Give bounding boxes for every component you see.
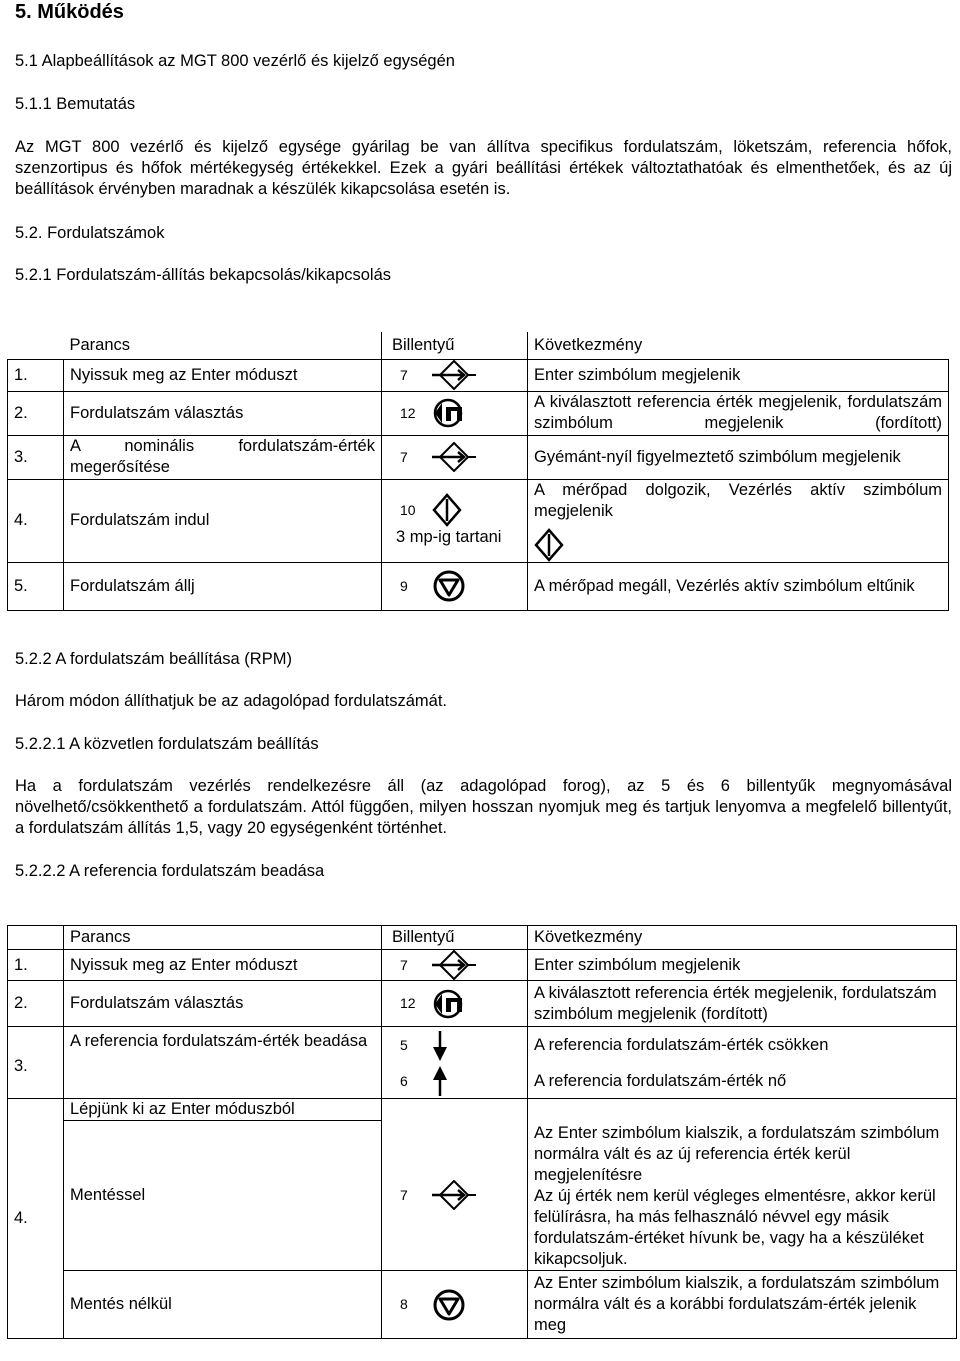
table-row bbox=[8, 479, 949, 562]
table-row bbox=[8, 359, 949, 391]
enter-diamond-icon bbox=[432, 950, 476, 980]
row-command: Fordulatszám indul bbox=[64, 479, 382, 562]
direct-paragraph: Ha a fordulatszám vezérlés rendelkezésre áll (az adagolópad forog), az 5 és 6 billentyűk megnyomásával növelhető/csökkenthető a fordulatszám. Attól függően, milyen hosszan nyomjuk meg és tartjuk lenyomva a megfelelő billentyűt, a fordulatszám állítás 1,5, vagy 20 egységenként történhet. bbox=[15, 777, 952, 837]
table-row bbox=[8, 391, 949, 435]
key-number: 5 bbox=[400, 1037, 408, 1054]
row-result bbox=[528, 1121, 957, 1271]
row-key bbox=[382, 1271, 528, 1339]
row-number: 4. bbox=[8, 479, 64, 562]
row-command: Lépjünk ki az Enter móduszból bbox=[64, 1099, 382, 1121]
key-number: 7 bbox=[400, 956, 408, 973]
key-number: 8 bbox=[400, 1296, 408, 1312]
row-number: 5. bbox=[8, 562, 64, 610]
header-key: Billentyű bbox=[382, 926, 528, 950]
enter-diamond-icon bbox=[432, 442, 476, 472]
row-number: 1. bbox=[8, 950, 64, 981]
heading-5-1-1: 5.1.1 Bemutatás bbox=[15, 95, 136, 113]
rpm-n-icon bbox=[432, 397, 472, 429]
row-command: Nyissuk meg az Enter móduszt bbox=[64, 359, 382, 391]
row-result: A referencia fordulatszám-érték nő bbox=[528, 1065, 957, 1099]
row-result: A kiválasztott referencia érték megjelenik, fordulatszám szimbólum megjelenik (fordított) bbox=[528, 981, 957, 1027]
table-row bbox=[8, 1099, 957, 1121]
table-row bbox=[8, 981, 957, 1027]
table-row bbox=[8, 950, 957, 981]
table-header-row bbox=[8, 332, 949, 359]
key-number: 6 bbox=[400, 1072, 408, 1089]
heading-5-2-2: 5.2.2 A fordulatszám beállítása (RPM) bbox=[15, 650, 292, 668]
table-header-row bbox=[8, 926, 957, 950]
header-command: Parancs bbox=[64, 926, 382, 950]
header-command: Parancs bbox=[64, 332, 382, 359]
row-number: 4. bbox=[8, 1099, 64, 1339]
row-key bbox=[382, 1065, 528, 1099]
arrow-down-icon bbox=[432, 1031, 448, 1061]
heading-5-2: 5.2. Fordulatszámok bbox=[15, 224, 165, 242]
row-result bbox=[528, 479, 949, 562]
heading-5-2-1: 5.2.1 Fordulatszám-állítás bekapcsolás/kikapcsolás bbox=[15, 266, 392, 284]
row-command: Fordulatszám választás bbox=[64, 981, 382, 1027]
row-result: Enter szimbólum megjelenik bbox=[528, 950, 957, 981]
key-number: 7 bbox=[400, 366, 408, 383]
table-rpm-toggle bbox=[7, 332, 949, 611]
row-command: Nyissuk meg az Enter móduszt bbox=[64, 950, 382, 981]
row-key bbox=[382, 981, 528, 1027]
row-command: A referencia fordulatszám-érték beadása bbox=[64, 1027, 382, 1099]
row-key bbox=[382, 1027, 528, 1065]
table-row bbox=[8, 1271, 957, 1339]
three-ways-text: Három módon állíthatjuk be az adagolópad fordulatszámát. bbox=[15, 692, 448, 710]
table-row bbox=[8, 1027, 957, 1065]
key-note: 3 mp-ig tartani bbox=[396, 528, 502, 546]
row-number: 2. bbox=[8, 981, 64, 1027]
row-command: Fordulatszám választás bbox=[64, 391, 382, 435]
arrow-up-icon bbox=[432, 1066, 448, 1096]
stop-circle-icon bbox=[432, 1289, 466, 1321]
row-result: Az Enter szimbólum kialszik, a fordulatszám szimbólum normálra vált és a korábbi fordulatszám-érték jelenik meg bbox=[528, 1271, 957, 1339]
result-text: Az új érték nem kerül végleges elmentésre, akkor kerül felülírásra, ha más felhasználó névvel egy másik fordulatszám-értéket hívunk be, vagy ha a készüléket kikapcsoljuk. bbox=[534, 1186, 936, 1268]
row-result: A mérőpad megáll, Vezérlés aktív szimbólum eltűnik bbox=[528, 562, 949, 610]
row-number: 2. bbox=[8, 391, 64, 435]
intro-paragraph: Az MGT 800 vezérlő és kijelző egysége gyárilag be van állítva specifikus fordulatszám, löketszám, referencia hőfok, szenzortipus és hőfok mértékegység értékekkel. Ezek a gyári beállítási értékek változtathatóak és elmenthetőek, és az új beállítások érvényben maradnak a készülék kikapcsolása esetén is. bbox=[15, 138, 952, 198]
table-row bbox=[8, 562, 949, 610]
row-command: Mentés nélkül bbox=[64, 1271, 382, 1339]
stop-circle-icon bbox=[432, 570, 466, 602]
row-command: Mentéssel bbox=[64, 1121, 382, 1271]
row-result: A referencia fordulatszám-érték csökken bbox=[528, 1027, 957, 1065]
heading-5-2-2-1: 5.2.2.1 A közvetlen fordulatszám beállítás bbox=[15, 735, 319, 753]
start-diamond-icon bbox=[432, 493, 462, 527]
key-number: 12 bbox=[400, 995, 416, 1011]
control-active-diamond-icon bbox=[534, 528, 564, 562]
row-key bbox=[382, 1121, 528, 1271]
header-result: Következmény bbox=[528, 926, 957, 950]
row-key bbox=[382, 359, 528, 391]
heading-5-2-2-2: 5.2.2.2 A referencia fordulatszám beadása bbox=[15, 862, 325, 880]
enter-diamond-icon bbox=[432, 1180, 476, 1210]
header-key: Billentyű bbox=[382, 332, 528, 359]
row-result: Enter szimbólum megjelenik bbox=[528, 359, 949, 391]
key-number: 9 bbox=[400, 577, 408, 594]
table-row bbox=[8, 1121, 957, 1271]
row-key bbox=[382, 562, 528, 610]
enter-diamond-icon bbox=[432, 360, 476, 390]
key-number: 7 bbox=[400, 448, 408, 465]
result-text: Az Enter szimbólum kialszik, a fordulatszám szimbólum normálra vált és az új referencia érték kerül megjelenítésre bbox=[534, 1123, 940, 1184]
row-key bbox=[382, 391, 528, 435]
key-number: 12 bbox=[400, 404, 416, 421]
row-key bbox=[382, 950, 528, 981]
heading-5: 5. Működés bbox=[15, 1, 124, 23]
row-key bbox=[382, 479, 528, 562]
row-number: 3. bbox=[8, 1027, 64, 1099]
rpm-n-icon bbox=[432, 988, 472, 1020]
result-text: A mérőpad dolgozik, Vezérlés aktív szimbólum megjelenik bbox=[534, 480, 942, 520]
row-number: 3. bbox=[8, 435, 64, 479]
key-number: 7 bbox=[400, 1186, 408, 1203]
key-number: 10 bbox=[400, 501, 416, 518]
heading-5-1: 5.1 Alapbeállítások az MGT 800 vezérlő és kijelző egységén bbox=[15, 52, 455, 70]
header-result: Következmény bbox=[528, 332, 949, 359]
row-command: Fordulatszám állj bbox=[64, 562, 382, 610]
table-reference-rpm bbox=[7, 925, 957, 1339]
row-command: A nominális fordulatszám-érték megerősítése bbox=[64, 435, 382, 479]
row-result: Gyémánt-nyíl figyelmeztető szimbólum megjelenik bbox=[528, 435, 949, 479]
table-row bbox=[8, 435, 949, 479]
row-key bbox=[382, 435, 528, 479]
row-number: 1. bbox=[8, 359, 64, 391]
row-result: A kiválasztott referencia érték megjelenik, fordulatszám szimbólum megjelenik (fordított) bbox=[528, 391, 949, 435]
